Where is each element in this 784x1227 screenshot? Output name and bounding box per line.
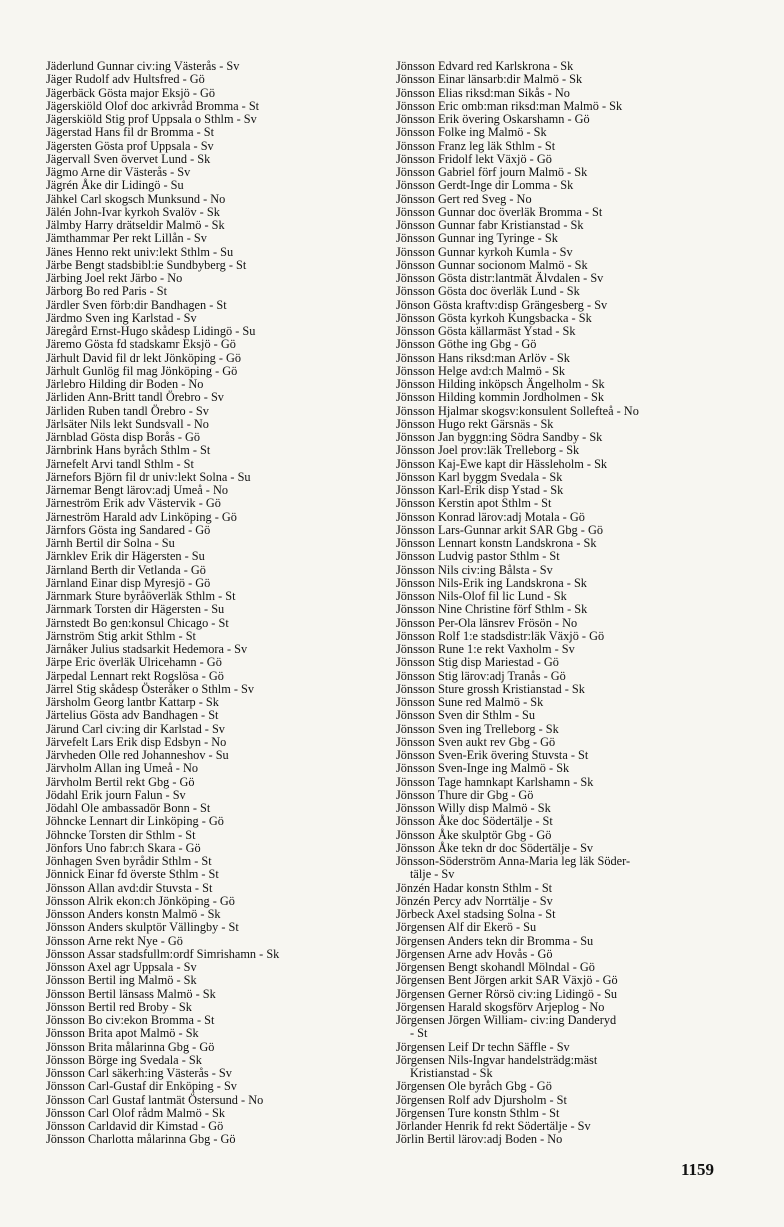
directory-entry: Jönsson Rolf 1:e stadsdistr:läk Växjö - Gö <box>396 628 605 643</box>
directory-entry: Jönsson Gabriel förf journ Malmö - Sk <box>396 165 588 179</box>
directory-entry: Jönsson Carl Gustaf lantmät Östersund - No <box>46 1092 264 1107</box>
directory-entry: Jönsson Sven ing Trelleborg - Sk <box>396 721 559 736</box>
directory-entry: Järneström Harald adv Linköping - Gö <box>46 509 237 524</box>
directory-entry: Jönfors Uno fabr:ch Skara - Gö <box>46 840 201 855</box>
directory-entry: Jönsson Sture grossh Kristianstad - Sk <box>396 681 585 696</box>
directory-entry: Jägerskiöld Stig prof Uppsala o Sthlm - Sv <box>46 112 257 126</box>
directory-entry: tälje - Sv <box>410 867 455 882</box>
directory-entry: Jönsson Lennart konstn Landskrona - Sk <box>396 536 597 550</box>
directory-entry: Jönsson Karl byggm Svedala - Sk <box>396 469 563 484</box>
directory-entry: Järnstedt Bo gen:konsul Chicago - St <box>46 615 229 630</box>
right-column <box>396 60 756 1147</box>
directory-entry: Jörgensen Bent Jörgen arkit SAR Växjö - Gö <box>396 973 618 988</box>
directory-entry: Jönsson Erik övering Oskarshamn - Gö <box>396 112 590 126</box>
directory-entry: Järdmo Sven ing Karlstad - Sv <box>46 310 197 325</box>
directory-entry: Jönsson Gunnar kyrkoh Kumla - Sv <box>396 244 573 259</box>
directory-entry: Järborg Bo red Paris - St <box>46 284 168 299</box>
directory-entry: Jönsson Alrik ekon:ch Jönköping - Gö <box>46 893 235 908</box>
directory-entry: Jönsson Bertil ing Malmö - Sk <box>46 973 197 988</box>
directory-entry: Jönsson Kaj-Ewe kapt dir Hässleholm - Sk <box>396 456 608 471</box>
directory-entry: Järlebro Hilding dir Boden - No <box>46 377 204 391</box>
directory-entry: Jägerstad Hans fil dr Bromma - St <box>46 125 215 140</box>
directory-entry: Jönsson Carl säkerh:ing Västerås - Sv <box>46 1066 232 1080</box>
directory-entry: Jönsson Franz leg läk Sthlm - St <box>396 138 556 153</box>
directory-entry: Järnemar Bengt lärov:adj Umeå - No <box>46 483 228 497</box>
directory-entry: Jönsson Helge avd:ch Malmö - Sk <box>396 363 566 378</box>
directory-entry: Jönsson Nils-Erik ing Landskrona - Sk <box>396 575 587 590</box>
directory-entry: Jönsson Gert red Sveg - No <box>396 191 532 206</box>
directory-entry: Jönsson Hilding inköpsch Ängelholm - Sk <box>396 377 605 391</box>
directory-entry: Jönsson Carl-Gustaf dir Enköping - Sv <box>46 1079 237 1094</box>
directory-entry: Jönsson Eric omb:man riksd:man Malmö - Sk <box>396 98 623 113</box>
left-column <box>46 60 376 1147</box>
directory-entry: Jönson Gösta kraftv:disp Grängesberg - Sv <box>396 297 608 312</box>
directory-entry: Jönsson Willy disp Malmö - Sk <box>396 801 551 815</box>
directory-entry: Jäger Rudolf adv Hultsfred - Gö <box>46 72 205 87</box>
directory-entry: Jägerbäck Gösta major Eksjö - Gö <box>46 85 216 100</box>
directory-entry: Jägersten Gösta prof Uppsala - Sv <box>46 138 214 153</box>
directory-entry: - St <box>410 1026 428 1041</box>
directory-entry: Jönsson Gunnar fabr Kristianstad - Sk <box>396 218 584 232</box>
directory-entry: Järnåker Julius stadsarkit Hedemora - Sv <box>46 642 248 656</box>
directory-entry: Jörgensen Leif Dr techn Säffle - Sv <box>396 1039 570 1054</box>
directory-entry: Järnland Einar disp Myresjö - Gö <box>46 575 211 590</box>
directory-entry: Jönsson Per-Ola länsrev Frösön - No <box>396 615 578 630</box>
directory-entry: Jönsson Assar stadsfullm:ordf Simrishamn - Sk <box>46 946 280 961</box>
directory-entry: Järnh Bertil dir Solna - Su <box>46 536 175 550</box>
directory-entry: Jörgensen Rolf adv Djursholm - St <box>396 1092 567 1107</box>
directory-entry: Jörgensen Ole byråch Gbg - Gö <box>396 1079 552 1094</box>
directory-entry: Järdler Sven förb:dir Bandhagen - St <box>46 297 227 312</box>
directory-entry: Jönsson Jan byggn:ing Södra Sandby - Sk <box>396 430 603 444</box>
directory-entry: Jönsson-Söderström Anna-Maria leg läk Söder- <box>396 854 631 868</box>
directory-entry: Jönzén Percy adv Norrtälje - Sv <box>396 893 553 908</box>
directory-entry: Jönsson Gösta distr:lantmät Älvdalen - Sv <box>396 271 604 285</box>
directory-entry: Järbe Bengt stadsbibl:ie Sundbyberg - St <box>46 257 247 272</box>
directory-entry: Jönsson Gösta doc överläk Lund - Sk <box>396 284 580 299</box>
directory-entry: Jämthammar Per rekt Lillån - Sv <box>46 231 207 246</box>
directory-entry: Jönsson Kerstin apot Sthlm - St <box>396 496 552 511</box>
directory-entry: Jönsson Nils-Olof fil lic Lund - Sk <box>396 589 567 603</box>
directory-entry: Jörgensen Alf dir Ekerö - Su <box>396 920 537 935</box>
directory-entry: Järbing Joel rekt Järbo - No <box>46 271 183 285</box>
directory-entry: Jönsson Karl-Erik disp Ystad - Sk <box>396 483 564 497</box>
directory-entry: Järrel Stig skådesp Österåker o Sthlm - Sv <box>46 681 254 696</box>
directory-entry: Järliden Ann-Britt tandl Örebro - Sv <box>46 390 224 405</box>
directory-entry: Jödahl Ole ambassadör Bonn - St <box>46 801 211 815</box>
directory-entry: Kristianstad - Sk <box>410 1066 493 1080</box>
directory-entry: Järnström Stig arkit Sthlm - St <box>46 628 196 643</box>
directory-entry: Järpedal Lennart rekt Rogslösa - Gö <box>46 668 224 683</box>
directory-entry: Jägmo Arne dir Västerås - Sv <box>46 165 191 179</box>
directory-entry: Jönsson Stig disp Mariestad - Gö <box>396 655 559 670</box>
directory-entry: Jönsson Sven aukt rev Gbg - Gö <box>396 734 556 749</box>
directory-entry: Järhult David fil dr lekt Jönköping - Gö <box>46 350 242 365</box>
directory-entry: Järemo Gösta fd stadskamr Eksjö - Gö <box>46 337 236 352</box>
directory-entry: Järlsäter Nils lekt Sundsvall - No <box>46 416 209 431</box>
directory-entry: Jönsson Edvard red Karlskrona - Sk <box>396 59 574 73</box>
directory-entry: Järnblad Gösta disp Borås - Gö <box>46 430 201 444</box>
directory-entry: Jönsson Einar länsarb:dir Malmö - Sk <box>396 72 583 87</box>
directory-entry: Jörlander Henrik fd rekt Södertälje - Sv <box>396 1119 591 1133</box>
directory-entry: Järegård Ernst-Hugo skådesp Lidingö - Su <box>46 324 256 338</box>
directory-entry: Jönsson Joel prov:läk Trelleborg - Sk <box>396 443 580 458</box>
directory-entry: Jönsson Bertil red Broby - Sk <box>46 999 192 1014</box>
directory-entry: Jönsson Gösta källarmäst Ystad - Sk <box>396 324 576 338</box>
directory-entry: Jönsson Ludvig pastor Sthlm - St <box>396 549 560 564</box>
directory-entry: Järnefors Björn fil dr univ:lekt Solna - Su <box>46 469 251 484</box>
directory-entry: Järpe Eric överläk Ulricehamn - Gö <box>46 655 222 670</box>
directory-entry: Jönsson Gunnar socionom Malmö - Sk <box>396 257 588 272</box>
directory-entry: Järvholm Allan ing Umeå - No <box>46 761 198 776</box>
directory-entry: Jälén John-Ivar kyrkoh Svalöv - Sk <box>46 204 220 219</box>
directory-entry: Järnmark Torsten dir Hägersten - Su <box>46 602 225 617</box>
directory-entry: Järnland Berth dir Vetlanda - Gö <box>46 562 206 577</box>
directory-entry: Jönsson Sven-Erik övering Stuvsta - St <box>396 748 589 762</box>
directory-entry: Jörgensen Ture konstn Sthlm - St <box>396 1105 560 1120</box>
directory-entry: Järhult Gunlög fil mag Jönköping - Gö <box>46 363 238 378</box>
directory-entry: Järnfors Gösta ing Sandared - Gö <box>46 522 211 537</box>
directory-entry: Jägervall Sven övervet Lund - Sk <box>46 151 211 166</box>
directory-entry: Järvholm Bertil rekt Gbg - Gö <box>46 774 195 789</box>
directory-entry: Jänes Henno rekt univ:lekt Sthlm - Su <box>46 244 234 259</box>
directory-entry: Jörgensen Jörgen William- civ:ing Danderyd <box>396 1013 617 1027</box>
directory-entry: Jönsson Göthe ing Gbg - Gö <box>396 337 537 352</box>
directory-entry: Jönsson Carldavid dir Kimstad - Gö <box>46 1119 224 1133</box>
directory-entry: Järneström Erik adv Västervik - Gö <box>46 496 221 511</box>
directory-entry: Jönsson Konrad lärov:adj Motala - Gö <box>396 509 585 524</box>
directory-entry: Jönsson Nine Christine förf Sthlm - Sk <box>396 602 588 617</box>
directory-entry: Jähkel Carl skogsch Munksund - No <box>46 191 226 206</box>
directory-entry: Jörgensen Arne adv Hovås - Gö <box>396 946 553 961</box>
directory-entry: Jönsson Brita apot Malmö - Sk <box>46 1026 199 1041</box>
directory-entry: Jönsson Anders skulptör Vällingby - St <box>46 920 239 935</box>
directory-entry: Järvheden Olle red Johanneshov - Su <box>46 748 229 762</box>
directory-entry: Jönsson Stig lärov:adj Tranås - Gö <box>396 668 566 683</box>
directory-entry: Jälmby Harry drätseldir Malmö - Sk <box>46 218 225 232</box>
directory-entry: Jönsson Fridolf lekt Växjö - Gö <box>396 151 552 166</box>
directory-entry: Jöhncke Lennart dir Linköping - Gö <box>46 814 224 829</box>
directory-entry: Jönsson Tage hamnkapt Karlshamn - Sk <box>396 774 594 789</box>
directory-entry: Jönsson Brita målarinna Gbg - Gö <box>46 1039 215 1054</box>
directory-entry: Jönsson Nils civ:ing Bålsta - Sv <box>396 562 553 577</box>
directory-entry: Jönsson Åke tekn dr doc Södertälje - Sv <box>396 840 594 855</box>
directory-entry: Jörlin Bertil lärov:adj Boden - No <box>396 1132 563 1147</box>
page-number: 1159 <box>681 1160 715 1179</box>
directory-entry: Jäderlund Gunnar civ:ing Västerås - Sv <box>46 59 240 73</box>
directory-entry: Jönsson Gunnar doc överläk Bromma - St <box>396 204 603 219</box>
directory-entry: Järliden Ruben tandl Örebro - Sv <box>46 403 209 418</box>
directory-entry: Jörgensen Anders tekn dir Bromma - Su <box>396 933 594 948</box>
directory-entry: Jönzén Hadar konstn Sthlm - St <box>396 880 553 895</box>
directory-entry: Jönsson Bo civ:ekon Bromma - St <box>46 1013 215 1027</box>
directory-entry: Järnbrink Hans byråch Sthlm - St <box>46 443 211 458</box>
directory-entry: Jönsson Arne rekt Nye - Gö <box>46 933 183 948</box>
directory-entry: Jönsson Åke doc Södertälje - St <box>396 814 553 829</box>
directory-entry: Järtelius Gösta adv Bandhagen - St <box>46 708 219 723</box>
directory-entry: Järsholm Georg lantbr Kattarp - Sk <box>46 695 219 709</box>
directory-entry: Järund Carl civ:ing dir Karlstad - Sv <box>46 721 225 736</box>
directory-entry: Jönsson Hilding kommin Jordholmen - Sk <box>396 390 605 405</box>
directory-entry: Järnmark Sture byråöverläk Sthlm - St <box>46 589 236 603</box>
directory-entry: Jönsson Sune red Malmö - Sk <box>396 695 544 709</box>
directory-entry: Jönsson Åke skulptör Gbg - Gö <box>396 827 552 842</box>
directory-entry: Jönsson Axel agr Uppsala - Sv <box>46 960 197 974</box>
directory-entry: Jönhagen Sven byrådir Sthlm - St <box>46 854 212 868</box>
directory-entry: Jörbeck Axel stadsing Solna - St <box>396 907 556 921</box>
directory-entry: Jönsson Sven dir Sthlm - Su <box>396 708 536 723</box>
directory-entry: Jörgensen Harald skogsförv Arjeplog - No <box>396 999 605 1014</box>
directory-entry: Jörgensen Bengt skohandl Mölndal - Gö <box>396 960 595 974</box>
directory-entry: Jönsson Sven-Inge ing Malmö - Sk <box>396 761 570 776</box>
directory-entry: Jönsson Hugo rekt Gärsnäs - Sk <box>396 416 554 431</box>
directory-entry: Jönsson Elias riksd:man Sikås - No <box>396 85 570 100</box>
directory-entry: Järnklev Erik dir Hägersten - Su <box>46 549 205 564</box>
directory-entry: Jödahl Erik journ Falun - Sv <box>46 787 186 802</box>
directory-entry: Järvefelt Lars Erik disp Edsbyn - No <box>46 734 227 749</box>
directory-entry: Jönsson Hans riksd:man Arlöv - Sk <box>396 350 570 365</box>
directory-entry: Jönsson Thure dir Gbg - Gö <box>396 787 534 802</box>
directory-entry: Jönsson Allan avd:dir Stuvsta - St <box>46 880 213 895</box>
directory-entry: Järnefelt Arvi tandl Sthlm - St <box>46 456 194 471</box>
directory-entry: Jönsson Gösta kyrkoh Kungsbacka - Sk <box>396 310 592 325</box>
directory-entry: Jönsson Gerdt-Inge dir Lomma - Sk <box>396 178 574 193</box>
directory-entry: Jönsson Folke ing Malmö - Sk <box>396 125 547 140</box>
directory-entry: Jönsson Gunnar ing Tyringe - Sk <box>396 231 558 246</box>
directory-entry: Jöhncke Torsten dir Sthlm - St <box>46 827 196 842</box>
directory-entry: Jägrén Åke dir Lidingö - Su <box>46 178 184 193</box>
directory-entry: Jönnick Einar fd överste Sthlm - St <box>46 867 219 882</box>
directory-entry: Jönsson Lars-Gunnar arkit SAR Gbg - Gö <box>396 522 603 537</box>
directory-entry: Jönsson Börge ing Svedala - Sk <box>46 1052 202 1067</box>
directory-entry: Jönsson Rune 1:e rekt Vaxholm - Sv <box>396 642 575 656</box>
directory-entry: Jönsson Hjalmar skogsv:konsulent Sollefteå - No <box>396 403 639 418</box>
directory-entry: Jönsson Charlotta målarinna Gbg - Gö <box>46 1132 236 1147</box>
directory-entry: Jönsson Anders konstn Malmö - Sk <box>46 907 221 921</box>
directory-entry: Jägerskiöld Olof doc arkivråd Bromma - St <box>46 98 260 113</box>
directory-entry: Jörgensen Gerner Rörsö civ:ing Lidingö - Su <box>396 986 618 1001</box>
directory-entry: Jönsson Carl Olof rådm Malmö - Sk <box>46 1105 225 1120</box>
directory-entry: Jönsson Bertil länsass Malmö - Sk <box>46 986 216 1001</box>
directory-entry: Jörgensen Nils-Ingvar handelsträdg:mäst <box>396 1052 598 1067</box>
